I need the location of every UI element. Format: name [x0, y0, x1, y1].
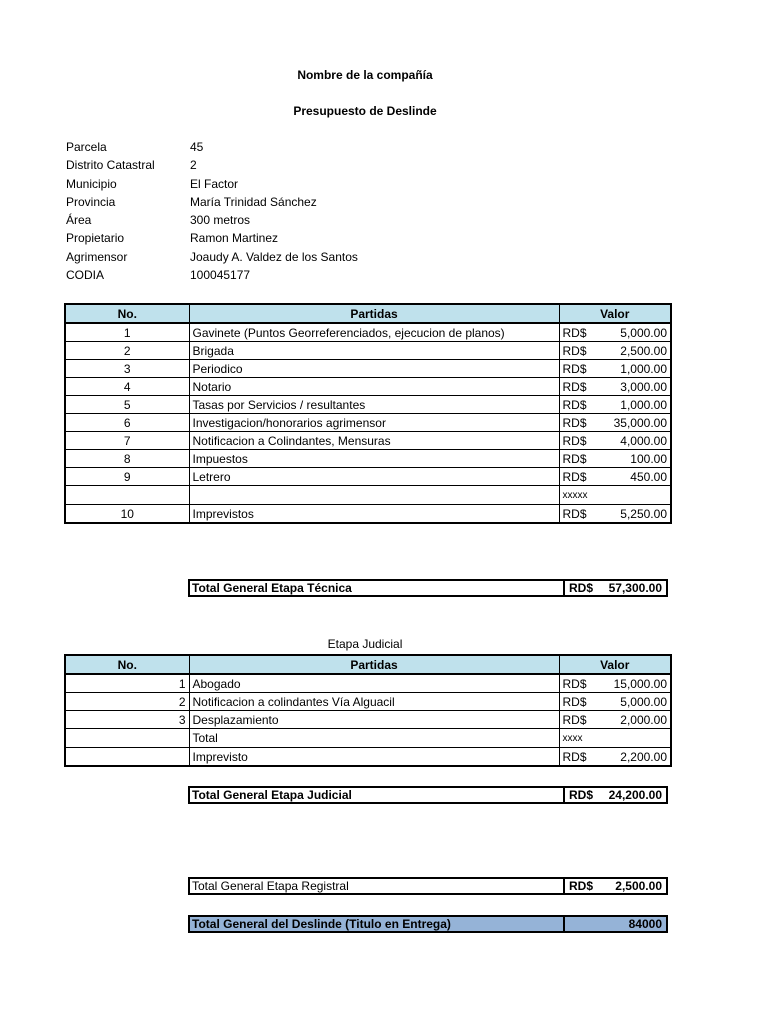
row-valor: [559, 414, 671, 432]
row-number: [65, 748, 189, 767]
row-currency: RD$: [562, 433, 587, 448]
row-partida: Total: [189, 729, 559, 748]
total-technical-currency: RD$: [569, 581, 594, 595]
row-amount: 3,000.00: [620, 379, 667, 394]
row-valor: [559, 748, 671, 767]
table-row: [65, 360, 671, 378]
row-valor: [559, 711, 671, 729]
row-number: 5: [65, 396, 189, 414]
total-registral-stage: [188, 877, 668, 895]
row-amount: 1,000.00: [620, 397, 667, 412]
row-number: 1: [65, 674, 189, 693]
total-registral-amount: 2,500.00: [615, 879, 662, 893]
row-number: [65, 729, 189, 748]
row-currency: RD$: [562, 379, 587, 394]
row-number: 2: [65, 342, 189, 360]
row-number: 1: [65, 323, 189, 342]
header-valor: Valor: [559, 304, 671, 323]
table-row: [65, 693, 671, 711]
row-currency: RD$: [562, 712, 587, 727]
row-amount: 35,000.00: [613, 415, 667, 430]
table-row: [65, 711, 671, 729]
row-number: 3: [65, 360, 189, 378]
row-amount: 450.00: [630, 469, 667, 484]
row-valor: [559, 360, 671, 378]
table-row: [65, 468, 671, 486]
info-value: María Trinidad Sánchez: [190, 194, 317, 209]
row-partida: Abogado: [189, 674, 559, 693]
row-currency: xxxxx: [562, 490, 588, 501]
row-number: 3: [65, 711, 189, 729]
info-label: CODIA: [66, 268, 105, 283]
header-valor: Valor: [559, 655, 671, 674]
table-row: [65, 323, 671, 342]
row-amount: 5,000.00: [620, 325, 667, 340]
judicial-stage-title: Etapa Judicial: [327, 637, 403, 651]
table-row: [65, 748, 671, 767]
info-value: Ramon Martinez: [190, 231, 279, 246]
total-judicial-currency: RD$: [569, 788, 594, 802]
info-value: Joaudy A. Valdez de los Santos: [190, 249, 358, 264]
row-currency: RD$: [562, 469, 587, 484]
row-valor: [559, 468, 671, 486]
row-valor: [559, 674, 671, 693]
row-partida: [189, 486, 559, 505]
total-judicial-amount: 24,200.00: [608, 788, 662, 802]
row-partida: Imprevisto: [189, 748, 559, 767]
row-currency: RD$: [562, 343, 587, 358]
info-value: 45: [190, 140, 204, 154]
row-partida: Impuestos: [189, 450, 559, 468]
row-valor: [559, 323, 671, 342]
row-valor: [559, 450, 671, 468]
row-partida: Gavinete (Puntos Georreferenciados, ejecucion de planos): [189, 323, 559, 342]
total-technical-amount: 57,300.00: [608, 581, 662, 595]
grand-total: [188, 915, 668, 933]
row-partida: Letrero: [189, 468, 559, 486]
row-amount: 1,000.00: [620, 361, 667, 376]
row-number: 6: [65, 414, 189, 432]
info-value: El Factor: [190, 176, 239, 191]
row-amount: 100.00: [630, 451, 667, 466]
judicial-stage-table: [64, 654, 672, 767]
row-valor: [559, 432, 671, 450]
row-number: 9: [65, 468, 189, 486]
table-row: [65, 674, 671, 693]
grand-total-label: Total General del Deslinde (Titulo en Entrega): [190, 917, 565, 931]
info-label: Parcela: [66, 140, 107, 154]
row-valor: [559, 342, 671, 360]
info-label: Provincia: [66, 194, 116, 209]
row-number: 8: [65, 450, 189, 468]
table-row: [65, 396, 671, 414]
table-row: [65, 378, 671, 396]
row-partida: Tasas por Servicios / resultantes: [189, 396, 559, 414]
document-title: Presupuesto de Deslinde: [293, 104, 437, 118]
table-row: [65, 342, 671, 360]
row-currency: RD$: [562, 325, 587, 340]
total-registral-label: Total General Etapa Registral: [190, 879, 565, 893]
row-amount: 2,500.00: [620, 343, 667, 358]
header-partidas: Partidas: [189, 655, 559, 674]
info-value: 2: [190, 158, 197, 173]
table-row: [65, 414, 671, 432]
total-judicial-stage: [188, 786, 668, 804]
row-partida: Imprevistos: [189, 505, 559, 524]
row-amount: 2,200.00: [620, 749, 667, 764]
info-value: 100045177: [190, 268, 251, 283]
row-currency: RD$: [562, 506, 587, 521]
info-label: Agrimensor: [66, 249, 128, 264]
row-currency: RD$: [562, 676, 587, 691]
info-label: Área: [66, 213, 92, 228]
row-amount: 5,250.00: [620, 506, 667, 521]
row-valor: [559, 378, 671, 396]
info-label: Municipio: [66, 176, 117, 191]
row-valor: [559, 693, 671, 711]
row-number: 2: [65, 693, 189, 711]
table-row: [65, 505, 671, 524]
row-currency: RD$: [562, 415, 587, 430]
row-number: 4: [65, 378, 189, 396]
info-label: Propietario: [66, 231, 125, 246]
row-number: [65, 486, 189, 505]
company-name: Nombre de la compañía: [297, 68, 433, 82]
row-currency: RD$: [562, 749, 587, 764]
row-partida: Brigada: [189, 342, 559, 360]
row-currency: RD$: [562, 397, 587, 412]
row-currency: RD$: [562, 451, 587, 466]
row-partida: Investigacion/honorarios agrimensor: [189, 414, 559, 432]
row-number: 7: [65, 432, 189, 450]
row-partida: Periodico: [189, 360, 559, 378]
row-partida: Notificacion a colindantes Vía Alguacil: [189, 693, 559, 711]
row-valor: [559, 486, 671, 505]
row-amount: 2,000.00: [620, 712, 667, 727]
table-row: [65, 486, 671, 505]
table-row: [65, 450, 671, 468]
row-amount: 15,000.00: [613, 676, 667, 691]
row-valor: [559, 396, 671, 414]
total-technical-stage: [188, 579, 668, 597]
row-currency: xxxx: [562, 733, 583, 744]
info-value: 300 metros: [190, 213, 251, 228]
header-no: No.: [65, 655, 189, 674]
row-valor: [559, 729, 671, 748]
total-registral-currency: RD$: [569, 879, 594, 893]
header-no: No.: [65, 304, 189, 323]
row-partida: Notificacion a Colindantes, Mensuras: [189, 432, 559, 450]
row-currency: RD$: [562, 361, 587, 376]
table-row: [65, 729, 671, 748]
total-technical-label: Total General Etapa Técnica: [190, 581, 565, 595]
row-valor: [559, 505, 671, 524]
row-partida: Notario: [189, 378, 559, 396]
row-amount: 4,000.00: [620, 433, 667, 448]
grand-total-amount: 84000: [628, 917, 662, 931]
header-partidas: Partidas: [189, 304, 559, 323]
row-amount: 5,000.00: [620, 694, 667, 709]
row-currency: RD$: [562, 694, 587, 709]
table-row: [65, 432, 671, 450]
technical-stage-table: [64, 303, 672, 524]
row-number: 10: [65, 505, 189, 524]
total-judicial-label: Total General Etapa Judicial: [190, 788, 565, 802]
row-partida: Desplazamiento: [189, 711, 559, 729]
info-label: Distrito Catastral: [66, 158, 155, 173]
